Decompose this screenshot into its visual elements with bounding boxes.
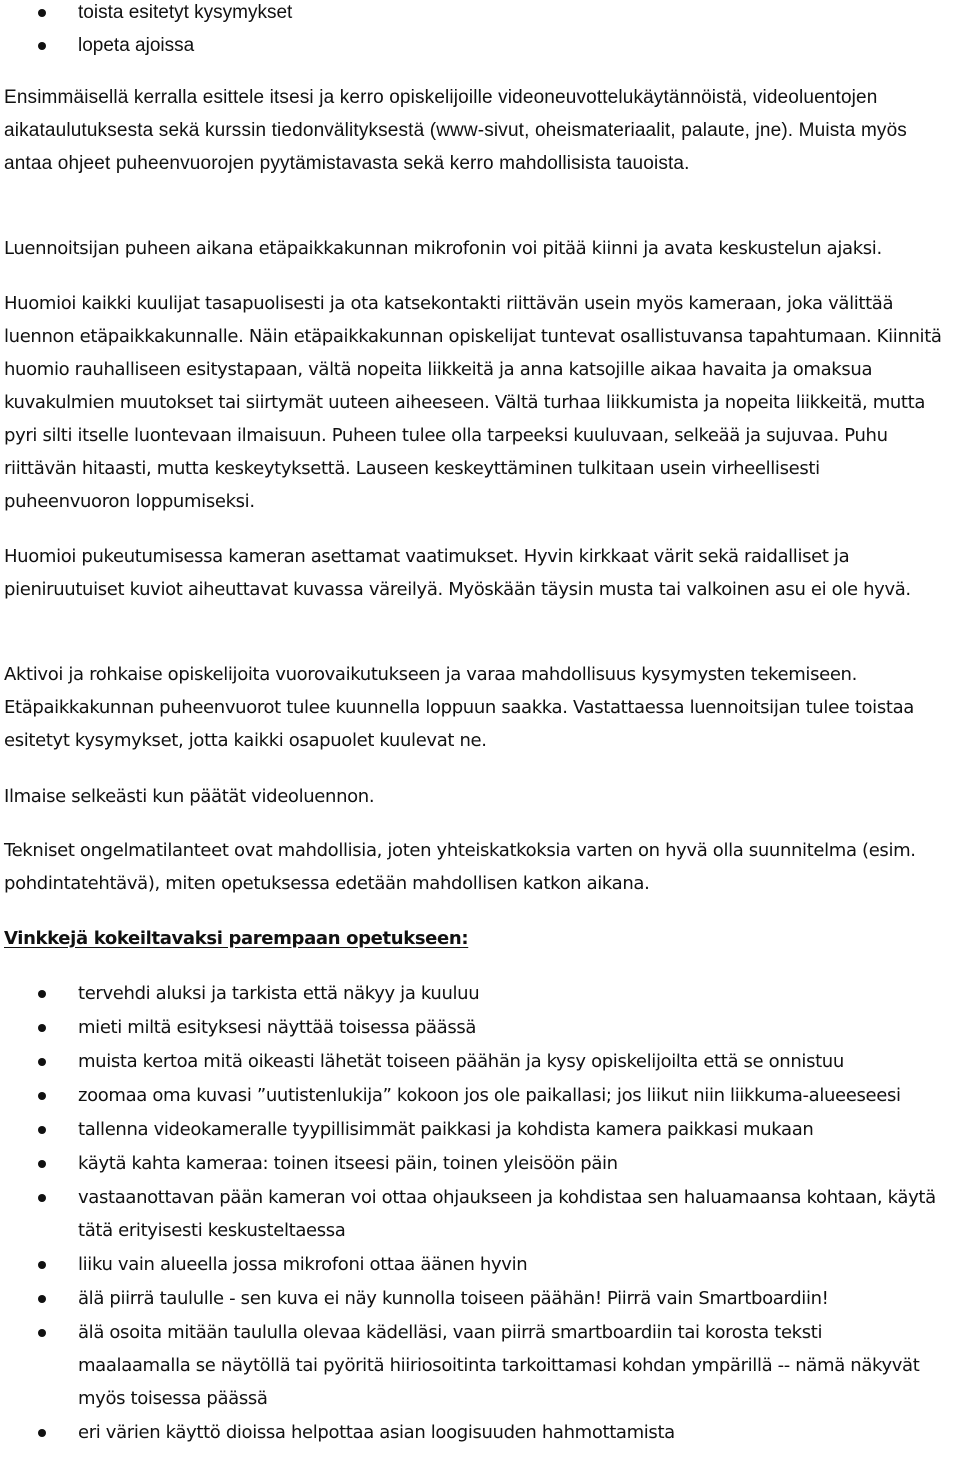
tips-list [0, 977, 960, 1450]
top-bullet-list [0, 0, 960, 62]
list-item: muista kertoa mitä oikeasti lähetät toiseen päähän ja kysy opiskelijoilta että se onnistuu [0, 1045, 960, 1078]
list-item: toista esitetyt kysymykset [0, 0, 960, 29]
list-item: tallenna videokameralle tyypillisimmät paikkasi ja kohdista kamera paikkasi mukaan [0, 1113, 960, 1146]
presentation-paragraph: Huomioi kaikki kuulijat tasapuolisesti ja ota katsekontakti riittävän usein myös kameraan, joka välittää luennon etäpaikkakunnalle. Näin etäpaikkakunnan opiskelijat tuntevat osallistuvansa tapahtumaan. Kiinnitä huomio rauhalliseen esitystapaan, vältä nopeita liikkeitä ja anna katsojille aikaa havaita ja omaksua kuvakulmien muutokset tai siirtymät uuteen aiheeseen. Vältä turhaa liikkumista ja nopeita liikkeitä, mutta pyri silti itselle luontevaan ilmaisuun. Puheen tulee olla tarpeeksi kuuluvaan, selkeää ja sujuvaa. Puhu riittävän hitaasti, mutta keskeytyksettä. Lauseen keskeyttäminen tulkitaan usein virheellisesti puheenvuoron loppumiseksi. [4, 293, 942, 512]
list-item: älä piirrä taululle - sen kuva ei näy kunnolla toiseen päähän! Piirrä vain Smartboardiin! [0, 1282, 960, 1315]
technical-paragraph: Tekniset ongelmatilanteet ovat mahdollisia, joten yhteiskatkoksia varten on hyvä olla suunnitelma (esim. pohdintatehtävä), miten opetuksessa edetään mahdollisen katkon aikana. [4, 840, 916, 894]
clothing-paragraph: Huomioi pukeutumisessa kameran asettamat vaatimukset. Hyvin kirkkaat värit sekä raidalliset ja pieniruutuiset kuviot aiheuttavat kuvassa väreilyä. Myöskään täysin musta tai valkoinen asu ei ole hyvä. [4, 546, 911, 600]
list-item: tervehdi aluksi ja tarkista että näkyy ja kuuluu [0, 977, 960, 1010]
list-item: lopeta ajoissa [0, 29, 960, 62]
list-item: älä osoita mitään taululla olevaa kädelläsi, vaan piirrä smartboardiin tai korosta teksti maalaamalla se näytöllä tai pyöritä hiiriosoitinta tarkoittamasi kohdan ympärillä -- nämä näkyvät myös toisessa päässä [0, 1316, 960, 1415]
tips-heading: Vinkkejä kokeiltavaksi parempaan opetukseen: [4, 928, 469, 949]
list-item: zoomaa oma kuvasi ”uutistenlukija” kokoon jos ole paikallasi; jos liikut niin liikkuma-alueeseesi [0, 1079, 960, 1112]
intro-paragraph: Ensimmäisellä kerralla esittele itsesi ja kerro opiskelijoille videoneuvottelukäytännöistä, videoluentojen aikataulutuksesta sekä kurssin tiedonvälityksestä (www-sivut, oheismateriaalit, palaute, jne). Muista myös antaa ohjeet puheenvuorojen pyytämistavasta sekä kerro mahdollisista tauoista. [4, 87, 907, 174]
list-item: liiku vain alueella jossa mikrofoni ottaa äänen hyvin [0, 1248, 960, 1281]
list-item: vastaanottavan pään kameran voi ottaa ohjaukseen ja kohdistaa sen haluamaansa kohtaan, käytä tätä erityisesti keskusteltaessa [0, 1181, 960, 1247]
list-item: eri värien käyttö dioissa helpottaa asian loogisuuden hahmottamista [0, 1416, 960, 1449]
list-item: mieti miltä esityksesi näyttää toisessa päässä [0, 1011, 960, 1044]
microphone-paragraph: Luennoitsijan puheen aikana etäpaikkakunnan mikrofonin voi pitää kiinni ja avata keskustelun ajaksi. [4, 238, 882, 259]
list-item: käytä kahta kameraa: toinen itseesi päin, toinen yleisöön päin [0, 1147, 960, 1180]
interaction-paragraph: Aktivoi ja rohkaise opiskelijoita vuorovaikutukseen ja varaa mahdollisuus kysymysten tekemiseen. Etäpaikkakunnan puheenvuorot tulee kuunnella loppuun saakka. Vastattaessa luennoitsijan tulee toistaa esitetyt kysymykset, jotta kaikki osapuolet kuulevat ne. [4, 664, 914, 751]
ending-paragraph: Ilmaise selkeästi kun päätät videoluennon. [4, 786, 375, 807]
